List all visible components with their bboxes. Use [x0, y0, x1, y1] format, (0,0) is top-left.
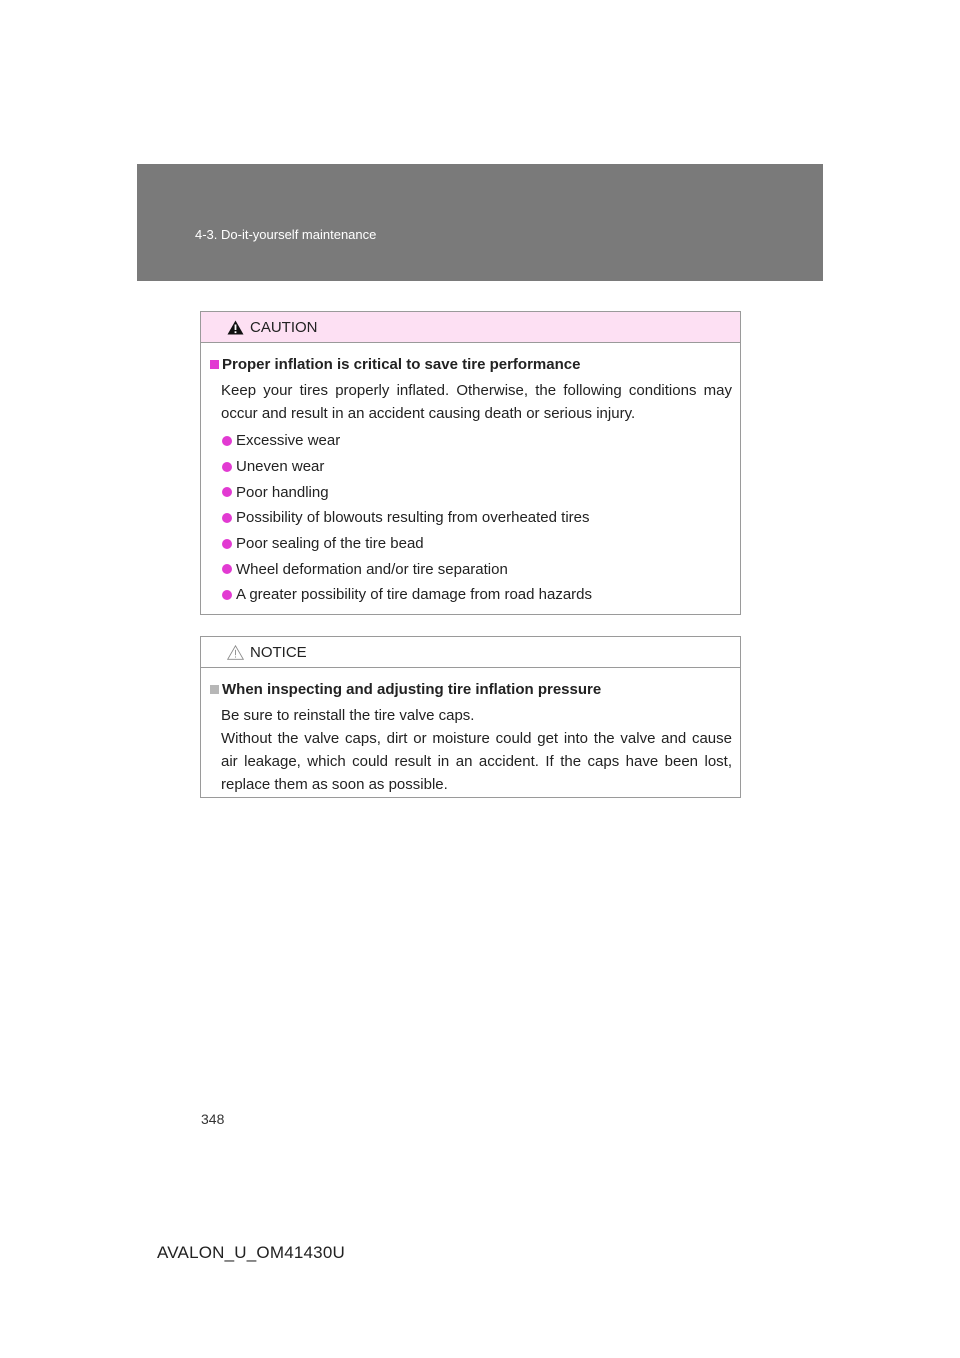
bullet-text: A greater possibility of tire damage from road hazards — [236, 586, 593, 604]
circle-bullet-icon — [222, 436, 232, 446]
circle-bullet-icon — [222, 513, 232, 523]
bullet-text: Wheel deformation and/or tire separation — [236, 560, 508, 578]
warning-triangle-outline-icon — [227, 645, 244, 660]
caution-subheading — [209, 353, 732, 376]
notice-subheading — [209, 678, 732, 701]
warning-triangle-filled-icon — [227, 320, 244, 335]
caution-bullet-list — [209, 428, 732, 608]
section-header-band — [137, 164, 823, 281]
document-code: AVALON_U_OM41430U — [157, 1243, 345, 1262]
list-item — [222, 531, 732, 557]
notice-paragraph: Without the valve caps, dirt or moisture could get into the valve and cause air leakage, which could result in an accident. If the caps have been lost, replace them as soon as possible. — [221, 730, 732, 793]
notice-box — [200, 636, 741, 798]
notice-first-line: Be sure to reinstall the tire valve caps. — [221, 707, 475, 724]
bullet-text: Poor sealing of the tire bead — [236, 535, 424, 553]
bullet-text: Possibility of blowouts resulting from overheated tires — [236, 509, 590, 527]
circle-bullet-icon — [222, 564, 232, 574]
circle-bullet-icon — [222, 590, 232, 600]
bullet-text: Uneven wear — [236, 458, 325, 476]
square-bullet-icon — [210, 685, 219, 694]
caution-paragraph: Keep your tires properly inflated. Otherwise, the following conditions may occur and result in an accident causing death or serious injury. — [221, 382, 732, 422]
caution-subheading-text: Proper inflation is critical to save tire performance — [222, 356, 581, 373]
notice-body — [201, 668, 740, 796]
bullet-text: Poor handling — [236, 483, 329, 501]
list-item — [222, 479, 732, 505]
list-item — [222, 428, 732, 454]
circle-bullet-icon — [222, 462, 232, 472]
square-bullet-icon — [210, 360, 219, 369]
caution-box — [200, 311, 741, 615]
list-item — [222, 454, 732, 480]
list-item — [222, 582, 732, 608]
list-item — [222, 505, 732, 531]
notice-title: NOTICE — [250, 643, 307, 661]
circle-bullet-icon — [222, 487, 232, 497]
list-item — [222, 556, 732, 582]
notice-header — [201, 637, 740, 668]
circle-bullet-icon — [222, 539, 232, 549]
section-title: 4-3. Do-it-yourself maintenance — [195, 227, 377, 242]
notice-subheading-text: When inspecting and adjusting tire inflation pressure — [222, 681, 602, 698]
caution-header — [201, 312, 740, 343]
caution-body — [201, 343, 740, 608]
bullet-text: Excessive wear — [236, 432, 341, 450]
page-number: 348 — [201, 1111, 225, 1127]
caution-title: CAUTION — [250, 318, 318, 336]
